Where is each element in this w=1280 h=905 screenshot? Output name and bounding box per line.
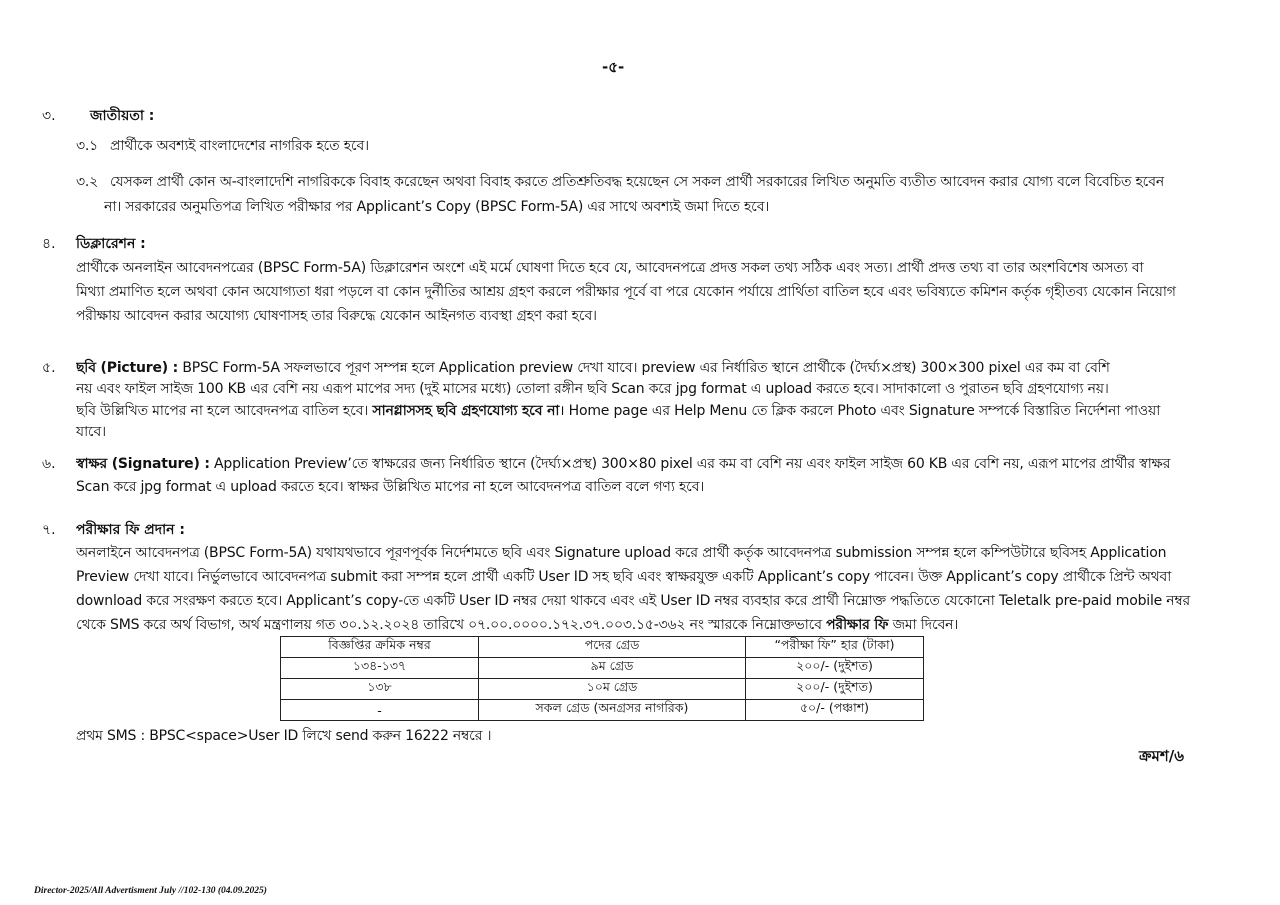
header-cell-circular-serial: বিজ্ঞপ্তির ক্রমিক নম্বর: [281, 637, 479, 658]
sms-instruction: প্রথম SMS : BPSC<space>User ID লিখে send করুন 16222 নম্বরে ।: [76, 728, 492, 744]
item-3-2-line-2: না। সরকারের অনুমতিপত্র লিখিত পরীক্ষার পর Applicant’s Copy (BPSC Form-5A) এর সাথে অবশ্যই জমা দিতে হবে।: [104, 199, 770, 215]
section-6-line-2: Scan করে jpg format এ upload করতে হবে। স্বাক্ষর উল্লিখিত মাপের না হলে আবেদনপত্র বাতিল বলে গণ্য হবে।: [76, 479, 705, 495]
section-5-line-1-text: BPSC Form-5A সফলভাবে পূরণ সম্পন্ন হলে Application preview দেখা যাবে। preview এর নির্ধারিত স্থানে প্রার্থীকে (দৈর্ঘ্য×প্রস্থ) 300×300 pixel এর কম বা বেশি: [182, 360, 1110, 376]
cell-serial: ১৩৪-১৩৭: [281, 658, 479, 679]
footer-reference: Director-2025/All Advertisment July //102-130 (04.09.2025): [34, 886, 267, 896]
sunglasses-warning: সানগ্লাসসহ ছবি গ্রহণযোগ্য হবে না: [372, 403, 560, 419]
exam-fee-table: [280, 636, 924, 721]
cell-fee: ৫০/- (পঞ্চাশ): [746, 700, 924, 721]
section-4-line-3: পরীক্ষায় আবেদন করার অযোগ্য ঘোষণাসহ তার বিরুদ্ধে যেকোন আইনগত ব্যবস্থা গ্রহণ করা হবে।: [76, 308, 597, 324]
table-header-row: [281, 637, 924, 658]
section-4-title: ডিক্লারেশন :: [76, 236, 146, 252]
section-7-line-3: download করে সংরক্ষণ করতে হবে। Applicant’s copy-তে একটি User ID নম্বর দেয়া থাকবে এবং এই User ID নম্বর ব্যবহার করে প্রার্থী নিম্নোক্ত পদ্ধতিতে যেকোনো Teletalk pre-paid mobile নম্বর: [76, 593, 1191, 609]
section-5-number: ৫.: [42, 360, 56, 376]
section-7-title: পরীক্ষার ফি প্রদান :: [76, 522, 185, 538]
section-7-line-4-a: থেকে SMS করে অর্থ বিভাগ, অর্থ মন্ত্রণালয় গত ৩০.১২.২০২৪ তারিখে ০৭.০০.০০০০.১৭২.৩৭.০০৩.১৫-৩৬২ নং স্মারকে নিম্নোক্তভাবে: [76, 617, 827, 633]
section-4-line-1: প্রার্থীকে অনলাইন আবেদনপত্রের (BPSC Form-5A) ডিক্লারেশন অংশে এই মর্মে ঘোষণা দিতে হবে যে, আবেদনপত্রে প্রদত্ত সকল তথ্য সঠিক এবং সত্য। প্রার্থী প্রদত্ত তথ্য বা তার অংশবিশেষ অসত্য বা: [76, 260, 1144, 276]
section-5-line-3-a: ছবি উল্লিখিত মাপের না হলে আবেদনপত্র বাতিল হবে।: [76, 403, 373, 419]
section-3-number: ৩.: [42, 108, 56, 124]
section-7-line-1: অনলাইনে আবেদনপত্র (BPSC Form-5A) যথাযথভাবে পূরণপূর্বক নির্দেশমতে ছবি এবং Signature upload করে প্রার্থী কর্তৃক আবেদনপত্র submission সম্পন্ন হলে কম্পিউটারে ছবিসহ Application: [76, 545, 1167, 561]
item-3-2-line-1: যেসকল প্রার্থী কোন অ-বাংলাদেশি নাগরিককে বিবাহ করেছেন অথবা বিবাহ করতে প্রতিশ্রুতিবদ্ধ হয়েছেন সে সকল প্রার্থী সরকারের লিখিত অনুমতি ব্যতীত আবেদন করার যোগ্য বলে বিবেচিত হবেন: [110, 174, 1165, 190]
cell-serial: -: [281, 700, 479, 721]
section-5-title: ছবি (Picture) :: [76, 360, 179, 376]
continued-label: ক্রমশ/৬: [1139, 747, 1184, 765]
cell-fee: ২০০/- (দুইশত): [746, 658, 924, 679]
section-6-title: স্বাক্ষর (Signature) :: [76, 456, 210, 472]
section-5-line-2: নয় এবং ফাইল সাইজ 100 KB এর বেশি নয় এরূপ মাপের সদ্য (দুই মাসের মধ্যে) তোলা রঙ্গীন ছবি Scan করে jpg format এ upload করতে হবে। সাদাকালো ও পুরাতন ছবি গ্রহণযোগ্য নয়।: [76, 381, 1109, 397]
table-row: [281, 700, 924, 721]
cell-grade: ১০ম গ্রেড: [479, 679, 746, 700]
item-3-1-text: প্রার্থীকে অবশ্যই বাংলাদেশের নাগরিক হতে হবে।: [110, 138, 369, 154]
section-7-line-2: Preview দেখা যাবে। নির্ভুলভাবে আবেদনপত্র submit করা সম্পন্ন হলে প্রার্থী একটি User ID সহ ছবি এবং স্বাক্ষরযুক্ত একটি Applicant’s copy পাবেন। উক্ত Applicant’s copy প্রার্থীকে প্রিন্ট অথবা: [76, 569, 1172, 585]
section-6-line-1: [76, 452, 1206, 476]
item-3-1-number: ৩.১: [76, 138, 99, 154]
cell-grade: সকল গ্রেড (অনগ্রসর নাগরিক): [479, 700, 746, 721]
section-7-line-4-b: জমা দিবেন।: [888, 617, 959, 633]
section-4-line-2: মিথ্যা প্রমাণিত হলে অথবা কোন অযোগ্যতা ধরা পড়লে বা কোন দুর্নীতির আশ্রয় গ্রহণ করলে পরীক্ষার পূর্বে বা পরে যেকোন পর্যায়ে প্রার্থিতা বাতিল হবে এবং ভবিষ্যতে কমিশন কর্তৃক গৃহীতব্য যেকোন নিয়োগ: [76, 284, 1176, 300]
section-6-line-1-text: Application Preview’তে স্বাক্ষরের জন্য নির্ধারিত স্থানে (দৈর্ঘ্য×প্রস্থ) 300×80 pixel এর কম বা বেশি নয় এবং ফাইল সাইজ 60 KB এর বেশি নয়, এরূপ মাপের প্রার্থীর স্বাক্ষর: [214, 456, 1171, 472]
table-row: [281, 679, 924, 700]
exam-fee-label: পরীক্ষার ফি: [826, 617, 889, 633]
section-7-number: ৭.: [42, 522, 56, 538]
section-3-title: জাতীয়তা :: [90, 108, 155, 124]
cell-fee: ২০০/- (দুইশত): [746, 679, 924, 700]
cell-grade: ৯ম গ্রেড: [479, 658, 746, 679]
section-6-number: ৬.: [42, 456, 56, 472]
item-3-2-number: ৩.২: [76, 174, 99, 190]
section-5-line-3: [76, 399, 1206, 423]
section-5-line-4: যাবে।: [76, 424, 106, 440]
section-7-line-4: [76, 613, 1206, 637]
page-number: -৫-: [602, 58, 625, 76]
table-row: [281, 658, 924, 679]
section-5-line-3-b: । Home page এর Help Menu তে ক্লিক করলে Photo এবং Signature সম্পর্কে বিস্তারিত নির্দেশনা পাওয়া: [559, 403, 1161, 419]
section-4-number: ৪.: [42, 236, 56, 252]
header-cell-post-grade: পদের গ্রেড: [479, 637, 746, 658]
header-cell-exam-fee: “পরীক্ষা ফি” হার (টাকা): [746, 637, 924, 658]
cell-serial: ১৩৮: [281, 679, 479, 700]
